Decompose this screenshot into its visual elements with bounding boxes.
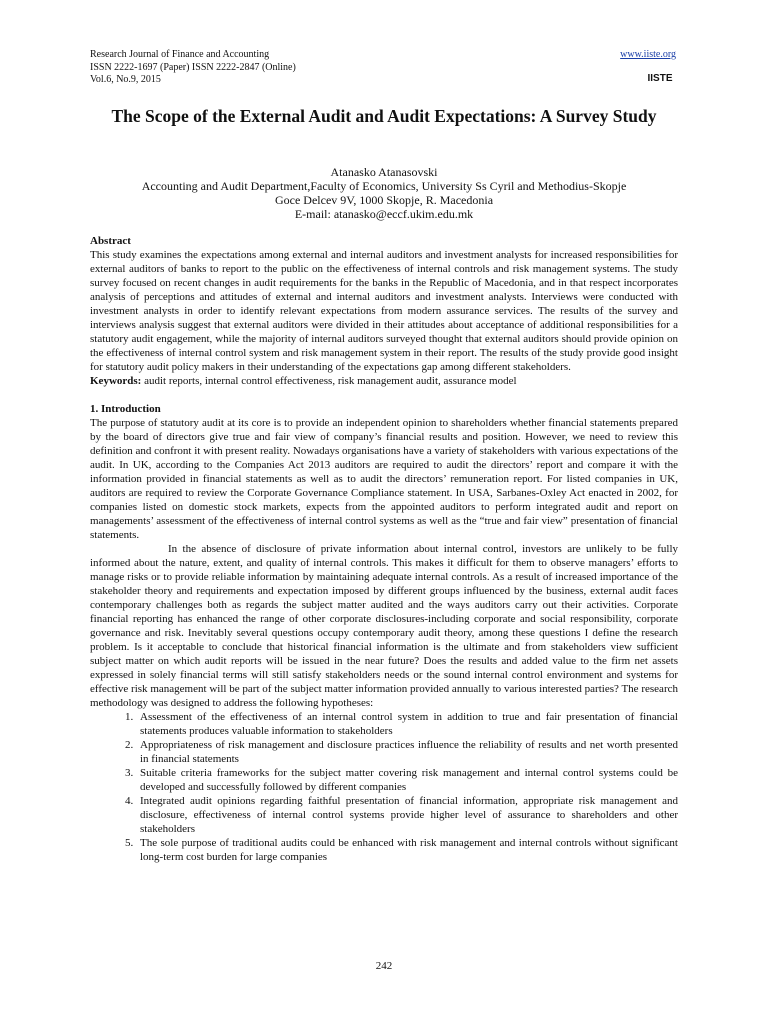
hypothesis-item: 3. Suitable criteria frameworks for the subject matter covering risk management and internal control systems could be developed and successfully followed by different companies [136, 766, 678, 794]
author-address: Goce Delcev 9V, 1000 Skopje, R. Macedonia [274, 193, 494, 207]
page-number: 242 [375, 960, 393, 972]
keywords-line [90, 374, 678, 388]
paper-body [90, 234, 678, 864]
journal-header [90, 49, 678, 95]
introduction-heading: 1. Introduction [90, 403, 161, 415]
abstract-heading: Abstract [90, 235, 131, 247]
iiste-logo [646, 63, 674, 87]
keywords-text: audit reports, internal control effectiveness, risk management audit, assurance model [144, 375, 517, 387]
journal-name: Research Journal of Finance and Accounting [90, 49, 270, 60]
hypothesis-item: 1. Assessment of the effectiveness of an internal control system in addition to true and fair presentation of financial statements produces valuable information to stakeholders [136, 710, 678, 738]
introduction-paragraph-2: In the absence of disclosure of private information about internal control, investors are unlikely to be fully informed about the nature, extent, and quality of internal controls. This makes it difficult for them to observe managers’ efforts to manage risks or to provide reliable information by maintaining adequate internal controls. As a result of increased importance of the stakeholder theory and requirements and expectation imposed by different groups influenced by the business, external audit faces contemporary challenges both as regards the subject matter audited and the ways auditors carry out their activities. Corporate financial reporting has enhanced the range of other corporate disclosures-including corporate and social responsibility, corporate governance and risk. Inevitably several questions occupy contemporary audit theory, among these questions I define the research problem. Is it acceptable to conclude that historical financial information is the ultimate and from stakeholders view sufficient subject matter on which audit reports will be issued in the near future? Does the results and added value to the firm net assets expressed in solely financial terms will still satisfy stakeholders needs or the sound internal control environment and systems for effective risk management will be part of the subject matter information provided annually to various interested parties? The research methodology was designed to address the following hypotheses: [90, 543, 678, 709]
journal-volume: Vol.6, No.9, 2015 [90, 74, 161, 85]
journal-issn: ISSN 2222-1697 (Paper) ISSN 2222-2847 (Online) [90, 61, 296, 73]
hypotheses-list [90, 710, 678, 864]
hypothesis-item: 2. Appropriateness of risk management and disclosure practices influence the reliability of results and net worth presented in financial statements [136, 738, 678, 766]
introduction-paragraph-1: The purpose of statutory audit at its core is to provide an independent opinion to shareholders whether financial statements prepared by the board of directors give true and fair view of company’s financial results and position. However, we need to review this definition and confront it with present reality. Nowadays organisations have a variety of stakeholders with various expectations of the audit. In UK, according to the Companies Act 2013 auditors are required to audit the directors’ report and compare it with the information provided in financial statements as well as to audit the directors’ remuneration report. For listed companies in UK, auditors are required to review the Corporate Governance Compliance statement. In USA, Sarbanes-Oxley Act enacted in 2002, for companies listed on domestic stock markets, expects from the appointed auditors to perform integrated audit and report on managements’ assessment of the effectiveness of internal control systems as well as the “true and fair view” presentation of financial statements. [90, 417, 678, 541]
journal-url-link[interactable]: www.iiste.org [620, 49, 676, 60]
abstract-text: This study examines the expectations among external and internal auditors and investment analysts for increased responsibilities for external auditors of banks to report to the public on the effectiveness of internal controls and risk management systems. The study survey focused on recent changes in audit requirements for the banks in the Republic of Macedonia, and in that respect incorporates analysis of perceptions and attitudes of external and internal auditors and investment analysts. Interviews were conducted with investment analysts in order to identify relevant expectations from modern assurance services. The results of the survey and interviews analysis suggest that external auditors were divided in their attitudes about acceptance of additional responsibilities for a statutory audit engagement, while the majority of internal auditors surveyed thought that external auditors should provide opinion on the effectiveness of internal control system and risk management system in their report. The results of the study provide good insight for statutory audit policy makers in their understanding of the expectations gap among different stakeholders. [90, 249, 678, 373]
hypothesis-item: 5. The sole purpose of traditional audits could be enhanced with risk management and internal controls without significant long-term cost burden for large companies [136, 836, 678, 864]
author-name: Atanasko Atanasovski [330, 165, 438, 179]
paper-title: The Scope of the External Audit and Audit Expectations: A Survey Study [111, 106, 657, 126]
keywords-label: Keywords: [90, 375, 142, 387]
iiste-logo-text: IISTE [647, 73, 673, 84]
author-email: E-mail: atanasko@eccf.ukim.edu.mk [294, 207, 474, 221]
hypothesis-item: 4. Integrated audit opinions regarding faithful presentation of financial information, appropriate risk management and disclosure, effectiveness of internal control systems provide higher level of assurance to shareholders and other stakeholders [136, 794, 678, 836]
author-block [90, 165, 678, 221]
author-affiliation: Accounting and Audit Department,Faculty of Economics, University Ss Cyril and Methodius-Skopje [141, 179, 627, 193]
